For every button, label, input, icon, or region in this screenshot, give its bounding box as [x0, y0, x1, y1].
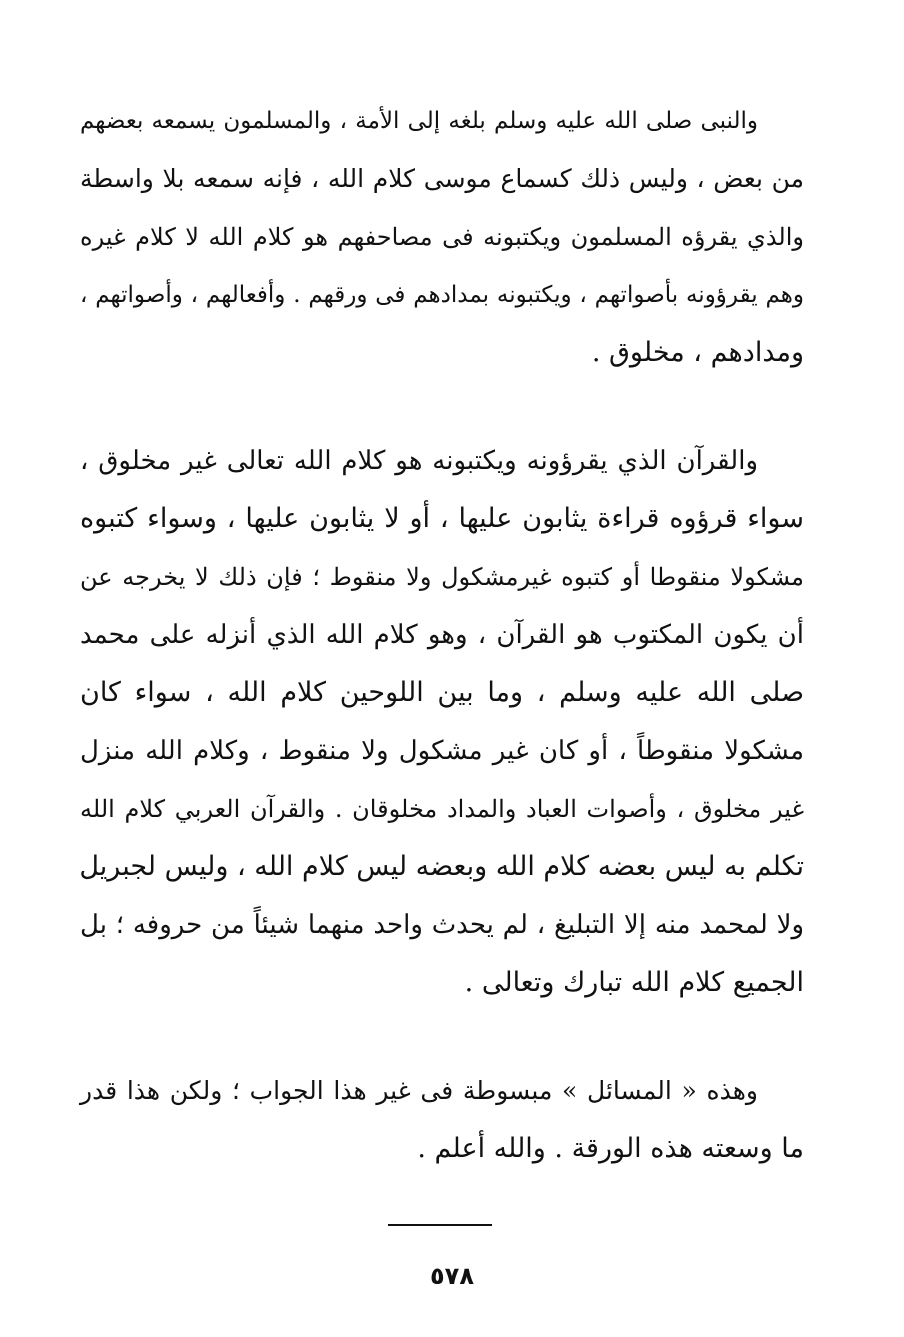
- text-line: سواء قرؤوه قراءة يثابون عليها ، أو لا يثابون عليها ، وسواء كتبوه: [80, 503, 804, 534]
- text-line: أن يكون المكتوب هو القرآن ، وهو كلام الله الذي أنزله على محمد: [80, 620, 804, 650]
- text-line: ما وسعته هذه الورقة . والله أعلم .: [417, 1133, 804, 1164]
- text-line: ولا لمحمد منه إلا التبليغ ، لم يحدث واحد منهما شيئاً من حروفه ؛ بل: [80, 910, 804, 940]
- paragraph-3: [80, 1062, 804, 1178]
- text-line: والنبى صلى الله عليه وسلم بلغه إلى الأمة ، والمسلمون يسمعه بعضهم: [80, 108, 758, 134]
- paragraph-2: [80, 432, 804, 1012]
- text-line: وهم يقرؤونه بأصواتهم ، ويكتبونه بمدادهم فى ورقهم . وأفعالهم ، وأصواتهم ،: [80, 282, 804, 308]
- body-text: [80, 92, 804, 1178]
- text-line: صلى الله عليه وسلم ، وما بين اللوحين كلام الله ، سواء كان: [80, 677, 804, 708]
- text-line: والقرآن الذي يقرؤونه ويكتبونه هو كلام الله تعالى غير مخلوق ،: [80, 446, 758, 476]
- text-line: مشكولا منقوطاً ، أو كان غير مشكول ولا منقوط ، وكلام الله منزل: [80, 736, 804, 766]
- text-line: من بعض ، وليس ذلك كسماع موسى كلام الله ، فإنه سمعه بلا واسطة: [80, 164, 804, 193]
- page-number: ٥٧٨: [430, 1262, 474, 1290]
- text-line: مشكولا منقوطا أو كتبوه غيرمشكول ولا منقوط ؛ فإن ذلك لا يخرجه عن: [80, 563, 804, 591]
- text-line: والذي يقرؤه المسلمون ويكتبونه فى مصاحفهم هو كلام الله لا كلام غيره: [80, 223, 804, 251]
- text-line: ومدادهم ، مخلوق .: [591, 337, 804, 368]
- text-line: الجميع كلام الله تبارك وتعالى .: [464, 967, 804, 998]
- text-line: وهذه « المسائل » مبسوطة فى غير هذا الجواب ؛ ولكن هذا قدر: [80, 1076, 758, 1105]
- paragraph-1: [80, 92, 804, 382]
- text-line: غير مخلوق ، وأصوات العباد والمداد مخلوقان . والقرآن العربي كلام الله: [80, 795, 804, 823]
- text-line: تكلم به ليس بعضه كلام الله وبعضه ليس كلام الله ، وليس لجبريل: [79, 851, 804, 882]
- footer-rule: [388, 1224, 492, 1226]
